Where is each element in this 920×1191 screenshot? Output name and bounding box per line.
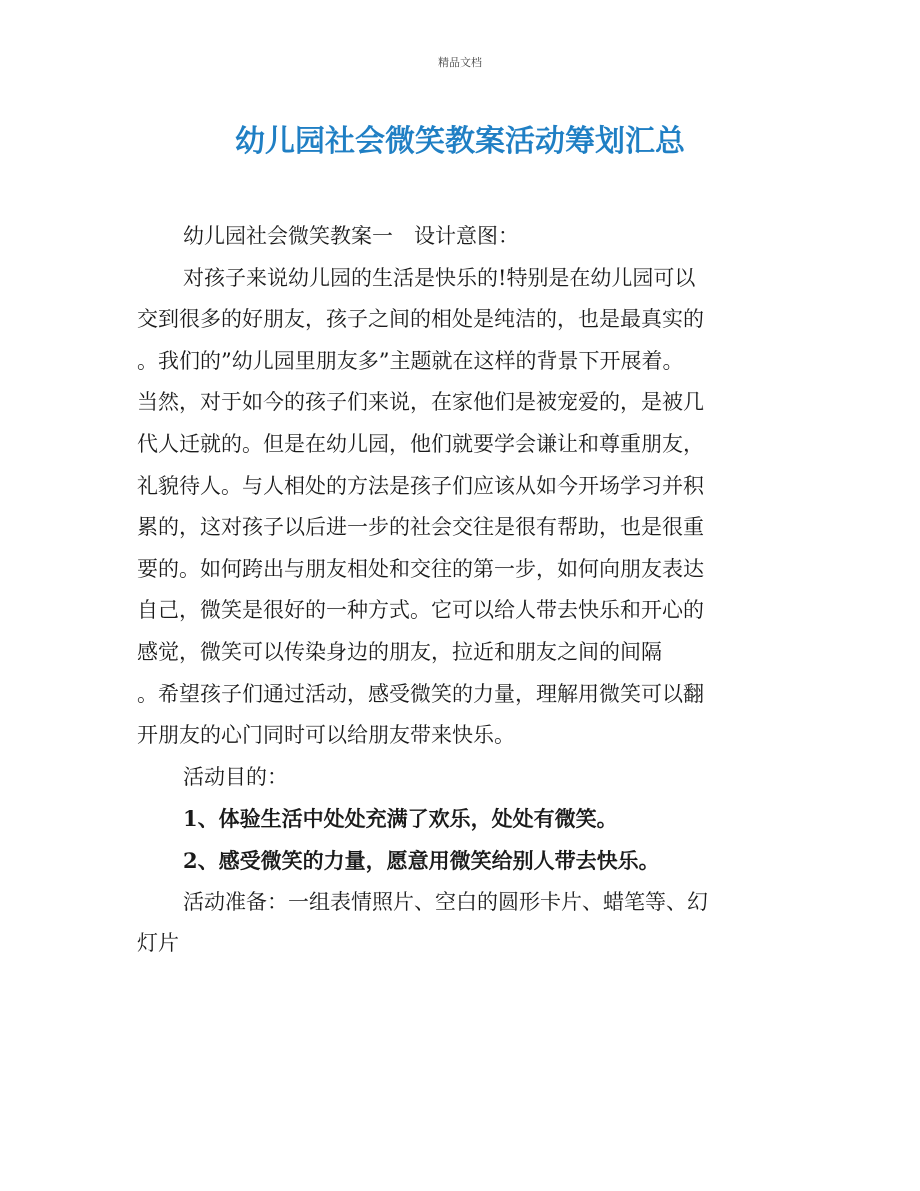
section-heading-preparation: 活动准备：一组表情照片、空白的圆形卡片、蜡笔等、幻	[183, 889, 708, 914]
document-title: 幼儿园社会微笑教案活动筹划汇总	[235, 124, 685, 159]
document-body	[137, 216, 787, 965]
section-heading-objectives: 活动目的：	[183, 764, 288, 789]
paragraph-line: 要的。如何跨出与朋友相处和交往的第一步，如何向朋友表达	[137, 556, 704, 581]
paragraph-line: 灯片	[137, 931, 179, 956]
paragraph-line: 当然，对于如今的孩子们来说，在家他们是被宠爱的，是被几	[137, 390, 704, 415]
paragraph-line: 。我们的”幼儿园里朋友多”主题就在这样的背景下开展着。	[137, 348, 684, 373]
paragraph-line: 礼貌待人。与人相处的方法是孩子们应该从如今开场学习并积	[137, 473, 704, 498]
paragraph-line: 自己，微笑是很好的一种方式。它可以给人带去快乐和开心的	[137, 598, 704, 623]
header-note: 精品文档	[438, 56, 482, 69]
paragraph-line: 对孩子来说幼儿园的生活是快乐的!特别是在幼儿园可以	[183, 265, 696, 290]
paragraph-line: 开朋友的心门同时可以给朋友带来快乐。	[137, 723, 515, 748]
paragraph-line: 代人迁就的。但是在幼儿园，他们就要学会谦让和尊重朋友，	[137, 431, 704, 456]
objective-item-2: 2、感受微笑的力量，愿意用微笑给别人带去快乐。	[183, 847, 660, 873]
paragraph-line: 累的，这对孩子以后进一步的社会交往是很有帮助，也是很重	[137, 515, 704, 540]
paragraph-line: 。希望孩子们通过活动，感受微笑的力量，理解用微笑可以翻	[137, 681, 704, 706]
objective-item-1: 1、体验生活中处处充满了欢乐，处处有微笑。	[183, 806, 618, 832]
paragraph-line: 交到很多的好朋友，孩子之间的相处是纯洁的，也是最真实的	[137, 307, 704, 332]
section-heading-design-intent: 幼儿园社会微笑教案一 设计意图：	[183, 224, 519, 248]
paragraph-line: 感觉，微笑可以传染身边的朋友，拉近和朋友之间的间隔	[137, 639, 662, 664]
